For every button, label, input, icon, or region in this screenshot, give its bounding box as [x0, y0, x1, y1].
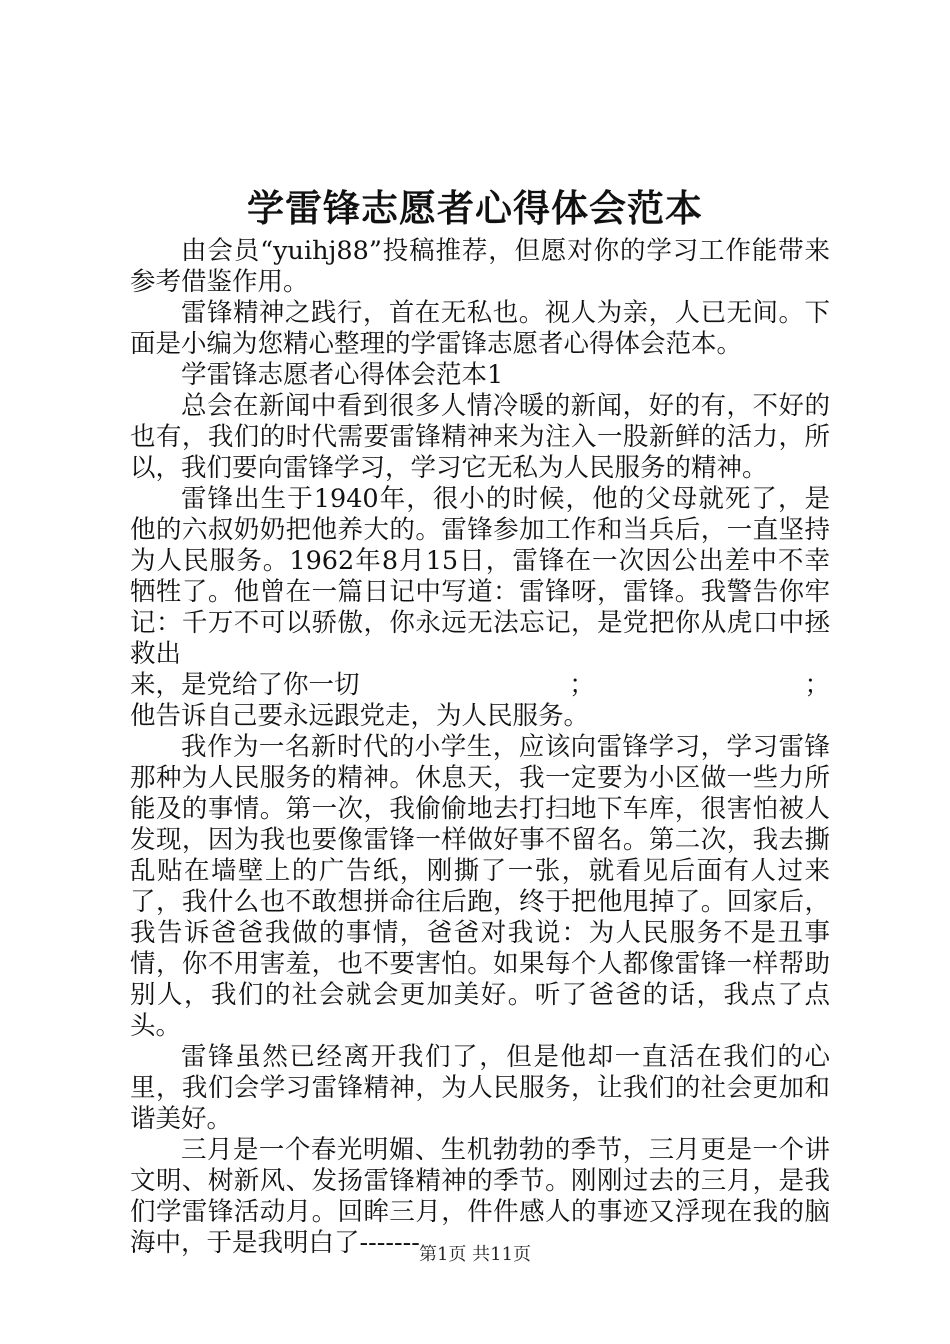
document-title: 学雷锋志愿者心得体会范本 — [247, 186, 703, 230]
section-heading: 学雷锋志愿者心得体会范本1 — [181, 360, 504, 390]
paragraph: 三月是一个春光明媚、生机勃勃的季节，三月更是一个讲文明、树新风、发扬雷锋精神的季节。刚刚过去的三月，是我们学雷锋活动月。回眸三月，件件感人的事迹又浮现在我的脑海中，于是我明白了------- — [130, 1135, 830, 1258]
paragraph-continuation: 他告诉自己要永远跟党走，为人民服务。 — [130, 701, 590, 731]
gap-line-start: 来，是党给了你一切 — [130, 670, 360, 700]
paragraph: 雷锋精神之践行，首在无私也。视人为亲，人已无间。下面是小编为您精心整理的学雷锋志愿者心得体会范本。 — [130, 298, 830, 359]
document-body — [130, 236, 830, 1259]
paragraph: 由会员“yuihj88”投稿推荐，但愿对你的学习工作能带来参考借鉴作用。 — [130, 236, 830, 297]
paragraph: 我作为一名新时代的小学生，应该向雷锋学习，学习雷锋那种为人民服务的精神。休息天，我一定要为小区做一些力所能及的事情。第一次，我偷偷地去打扫地下车库，很害怕被人发现，因为我也要像雷锋一样做好事不留名。第二次，我去撕乱贴在墙壁上的广告纸，刚撕了一张，就看见后面有人过来了，我什么也不敢想拼命往后跑，终于把他甩掉了。回家后，我告诉爸爸我做的事情，爸爸对我说：为人民服务不是丑事情，你不用害羞，也不要害怕。如果每个人都像雷锋一样帮助别人，我们的社会就会更加美好。听了爸爸的话，我点了点头。 — [130, 732, 830, 1041]
paragraph: 雷锋出生于1940年，很小的时候，他的父母就死了，是他的六叔奶奶把他养大的。雷锋参加工作和当兵后，一直坚持为人民服务。1962年8月15日，雷锋在一次因公出差中不幸牺牲了。他曾在一篇日记中写道：雷锋呀，雷锋。我警告你牢记：千万不可以骄傲，你永远无法忘记，是党把你从虎口中拯救出 — [130, 484, 830, 669]
paragraph: 雷锋虽然已经离开我们了，但是他却一直活在我们的心里，我们会学习雷锋精神，为人民服务，让我们的社会更加和谐美好。 — [130, 1042, 830, 1134]
page-footer: 第1页 共11页 — [418, 1244, 532, 1265]
gap-line-end: ； — [804, 670, 830, 700]
gap-line-mid: ； — [569, 670, 595, 700]
gap-line — [130, 670, 830, 701]
paragraph: 总会在新闻中看到很多人情冷暖的新闻，好的有，不好的也有，我们的时代需要雷锋精神来为注入一股新鲜的活力，所以，我们要向雷锋学习，学习它无私为人民服务的精神。 — [130, 391, 830, 483]
